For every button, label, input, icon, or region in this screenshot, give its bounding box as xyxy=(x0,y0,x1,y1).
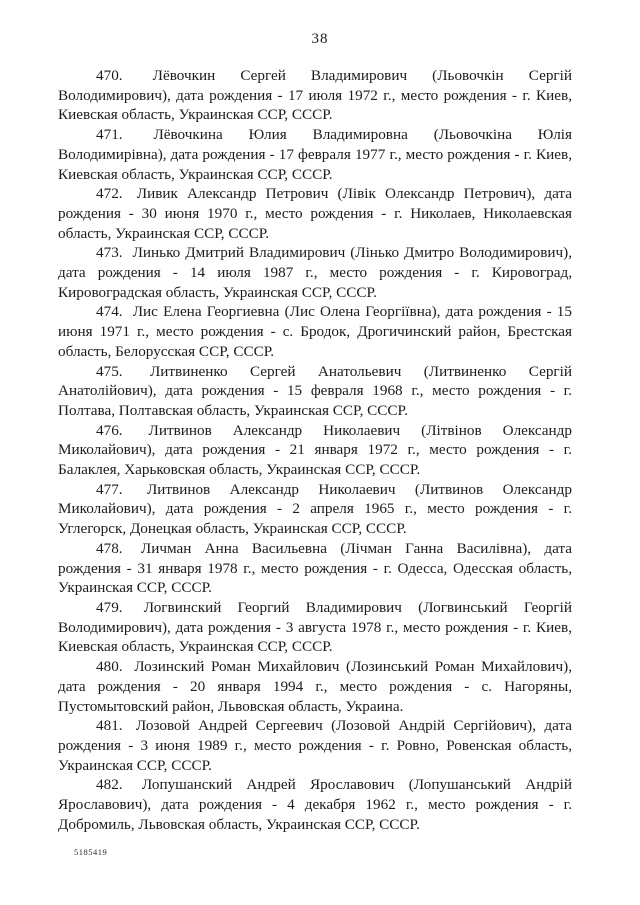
entry-number: 470. xyxy=(96,67,123,84)
entry-number: 480. xyxy=(96,658,123,676)
entry-number: 471. xyxy=(96,126,123,144)
entry-480 xyxy=(58,657,572,716)
entry-text: Лопушанский Андрей Ярославович (Лопушанський Андрій Ярославович), дата рождения - 4 декабря 1962 г., место рождения - г. Добромиль, Львовская область, Украинская ССР, СССР. xyxy=(58,776,572,833)
entry-number: 476. xyxy=(96,421,123,439)
entry-text: Логвинский Георгий Владимирович (Логвинський Георгій Володимирович), дата рождения - 3 августа 1978 г., место рождения - г. Киев, Киевская область, Украинская ССР, СССР. xyxy=(58,598,572,656)
entry-text: Литвиненко Сергей Анатольевич (Литвиненко Сергій Анатолійович), дата рождения - 15 февраля 1968 г., место рождения - г. Полтава, Полтавская область, Украинская ССР, СССР. xyxy=(58,362,572,419)
entry-number: 472. xyxy=(96,185,123,203)
page-number: 38 xyxy=(311,31,329,47)
entry-477 xyxy=(58,480,572,539)
entry-478 xyxy=(58,539,572,598)
entry-number: 474. xyxy=(96,303,123,321)
entry-476 xyxy=(58,421,572,480)
entry-471 xyxy=(58,125,572,184)
entry-number: 479. xyxy=(96,598,123,616)
entry-text: Лёвочкина Юлия Владимировна (Льовочкіна Юлія Володимирівна), дата рождения - 17 февраля 1977 г., место рождения - г. Киев, Киевская область, Украинская ССР, СССР. xyxy=(58,126,573,183)
entry-text: Лозовой Андрей Сергеевич (Лозовой Андрій Сергійович), дата рождения - 3 июня 1989 г., место рождения - г. Ровно, Ровенская область, Украинская ССР, СССР. xyxy=(58,717,573,774)
entry-number: 477. xyxy=(96,480,123,498)
entry-479 xyxy=(58,598,572,657)
entry-481 xyxy=(58,716,572,775)
entry-text: Лозинский Роман Михайлович (Лозинський Роман Михайлович), дата рождения - 20 января 1994 г., место рождения - с. Нагоряны, Пустомытовский район, Львовская область, Украина. xyxy=(58,658,573,715)
entry-text: Личман Анна Васильевна (Лічман Ганна Василівна), дата рождения - 31 января 1978 г., место рождения - г. Одесса, Одесская область, Украинская ССР, СССР. xyxy=(58,539,572,597)
entry-number: 482. xyxy=(96,776,123,794)
entry-number: 473. xyxy=(96,244,123,262)
entry-text: Лёвочкин Сергей Владимирович (Льовочкін Сергій Володимирович), дата рождения - 17 июля 1972 г., место рождения - г. Киев, Киевская область, Украинская ССР, СССР. xyxy=(58,67,572,124)
entry-text: Литвинов Александр Николаевич (Литвинов Олександр Миколайович), дата рождения - 2 апреля 1965 г., место рождения - г. Углегорск, Донецкая область, Украинская ССР, СССР. xyxy=(58,480,572,538)
entry-482 xyxy=(58,775,572,834)
entry-text: Лис Елена Георгиевна (Лис Олена Георгіївна), дата рождения - 15 июня 1971 г., место рождения - с. Бродок, Дрогичинский район, Брестская область, Белорусская ССР, СССР. xyxy=(58,303,572,360)
entry-473 xyxy=(58,243,572,302)
entry-text: Линько Дмитрий Владимирович (Лінько Дмитро Володимирович), дата рождения - 14 июля 1987 г., место рождения - г. Кировоград, Кировоградская область, Украинская ССР, СССР. xyxy=(58,244,572,301)
footer-code: 5185419 xyxy=(74,847,108,857)
entry-number: 475. xyxy=(96,362,123,380)
entry-472 xyxy=(58,184,572,243)
entries-list xyxy=(58,66,572,834)
entry-number: 481. xyxy=(96,717,123,735)
entry-475 xyxy=(58,362,572,421)
entry-474 xyxy=(58,302,572,361)
entry-text: Ливик Александр Петрович (Лівік Олександр Петрович), дата рождения - 30 июня 1970 г., место рождения - г. Николаев, Николаевская область, Украинская ССР, СССР. xyxy=(58,185,572,242)
entry-number: 478. xyxy=(96,539,123,557)
entry-text: Литвинов Александр Николаевич (Літвінов Олександр Миколайович), дата рождения - 21 января 1972 г., место рождения - г. Балаклея, Харьковская область, Украинская ССР, СССР. xyxy=(58,421,572,479)
entry-470 xyxy=(58,66,572,125)
